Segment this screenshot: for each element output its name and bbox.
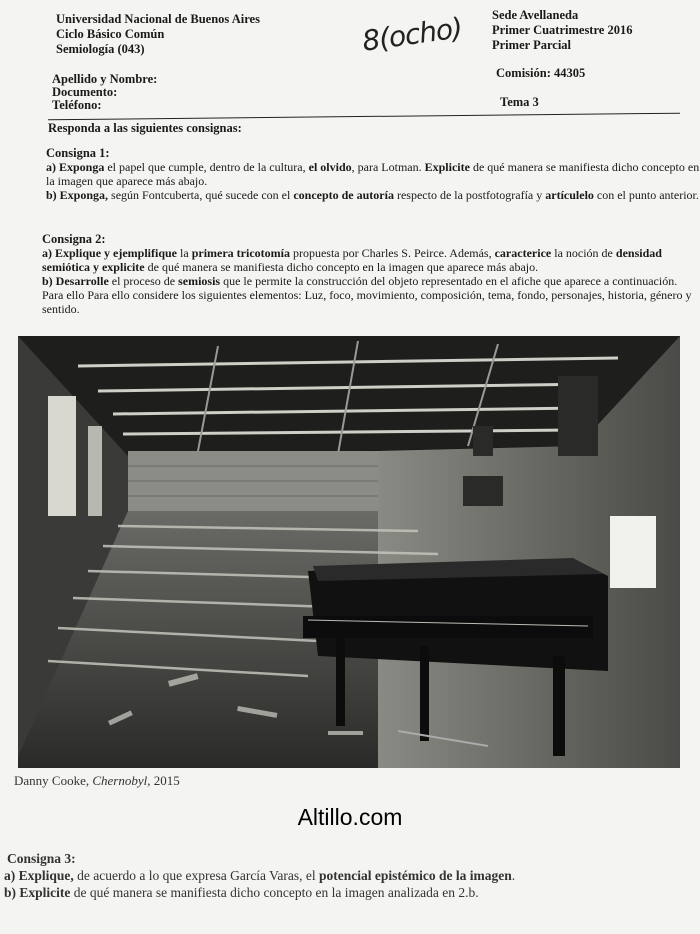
consigna-2-a: a) Explique y ejemplifique la primera tricotomía propuesta por Charles S. Peirce. Además, caracterice la noción de densidad semiótica y explicite de qué manera se manifiesta dicho concepto en la imagen que aparece más abajo. xyxy=(42,246,662,274)
consigna-3-a: a) Explique, de acuerdo a lo que expresa García Varas, el potencial epistémico de la imagen. xyxy=(4,868,516,883)
subject-name: Semiología (043) xyxy=(56,42,145,56)
student-fields xyxy=(52,73,157,112)
consigna-2-b: b) Desarrolle el proceso de semiosis que le permite la construcción del objeto representado en el afiche que aparece a continuación. Para ello Para ello considere los siguientes elementos: Luz, foco, movimiento, composición, tema, fondo, personajes, historia, género y sentido. xyxy=(42,274,692,316)
exam-type: Primer Parcial xyxy=(492,38,572,52)
consigna-1-title: Consigna 1: xyxy=(46,146,110,160)
handwritten-grade: 8(ocho) xyxy=(360,11,464,58)
theme-label: Tema 3 xyxy=(500,95,539,109)
consigna-1-a: a) Exponga el papel que cumple, dentro de la cultura, el olvido, para Lotman. Explicite de qué manera se manifiesta dicho concepto en la imagen que aparece más abajo. xyxy=(46,160,700,188)
document-label: Documento: xyxy=(52,85,118,99)
campus: Sede Avellaneda xyxy=(492,8,579,22)
cycle-name: Ciclo Básico Común xyxy=(56,27,165,41)
header-right xyxy=(492,8,632,53)
consigna-3-title: Consigna 3: xyxy=(7,851,76,866)
commission: Comisión: 44305 xyxy=(496,66,586,80)
consigna-1-b: b) Exponga, según Fontcuberta, qué sucede con el concepto de autoría respecto de la postfotografía y artículelo con el punto anterior. xyxy=(46,188,699,202)
photo-caption: Danny Cooke, Chernobyl, 2015 xyxy=(14,773,180,788)
consigna-1 xyxy=(46,146,700,202)
chernobyl-photo xyxy=(18,336,680,768)
university-name: Universidad Nacional de Buenos Aires xyxy=(56,12,260,26)
header-left xyxy=(56,12,260,57)
phone-label: Teléfono: xyxy=(52,98,102,112)
consigna-2-title: Consigna 2: xyxy=(42,232,106,246)
consigna-2 xyxy=(42,232,698,316)
watermark: Altillo.com xyxy=(297,804,403,830)
instructions: Responda a las siguientes consignas: xyxy=(48,121,242,135)
photo-illustration xyxy=(18,336,680,768)
consigna-3-b: b) Explicite de qué manera se manifiesta dicho concepto en la imagen analizada en 2.b. xyxy=(4,885,479,900)
header-divider xyxy=(48,113,680,121)
term: Primer Cuatrimestre 2016 xyxy=(492,23,633,37)
name-label: Apellido y Nombre: xyxy=(52,72,158,86)
consigna-3 xyxy=(4,850,694,901)
